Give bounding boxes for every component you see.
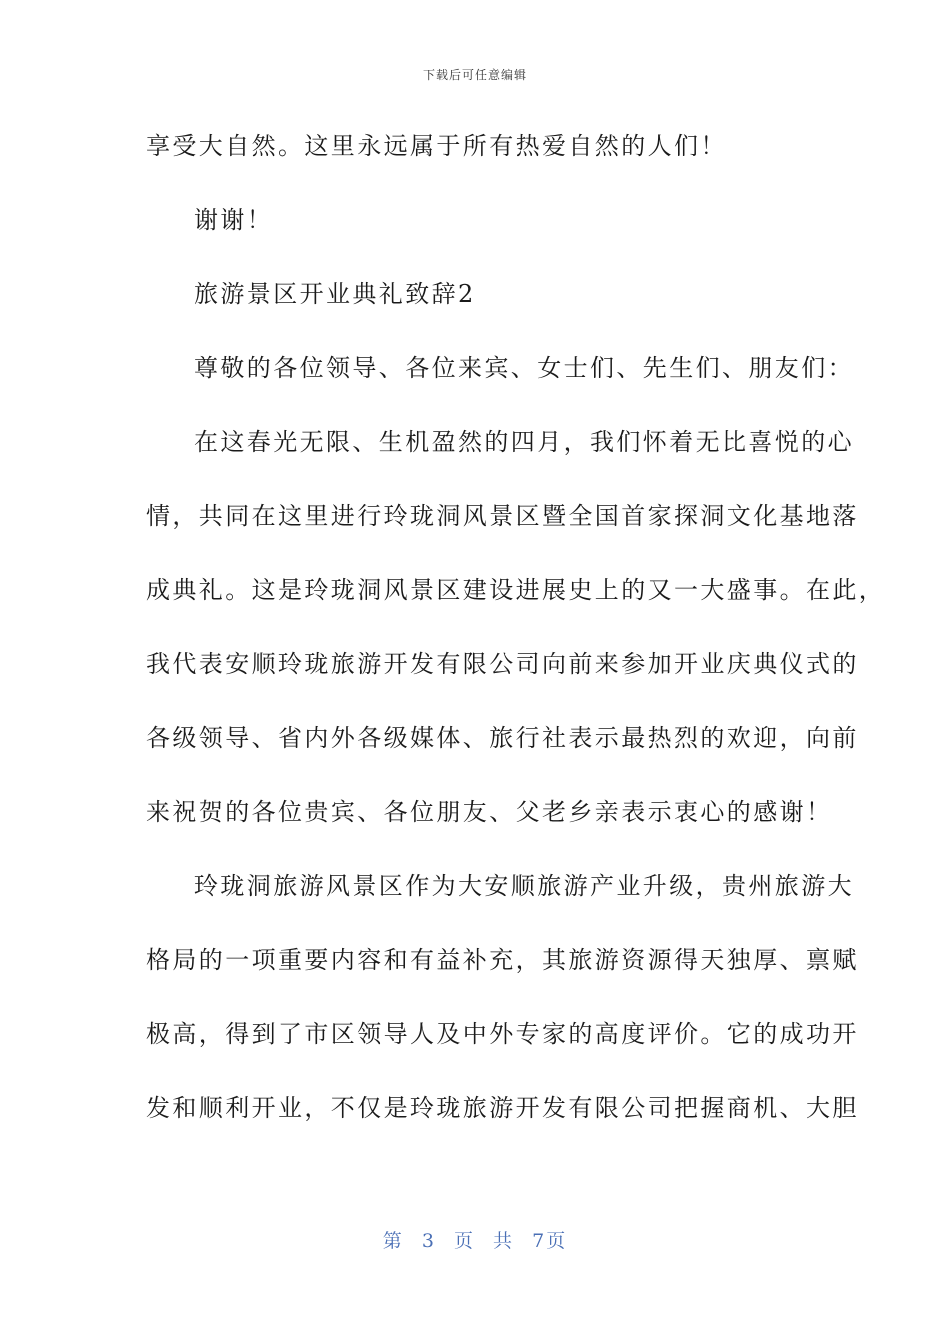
page-number-footer [0, 1226, 950, 1253]
footer-di: 第 [382, 1230, 404, 1252]
text-line: 成典礼。这是玲珑洞风景区建设进展史上的又一大盛事。在此， [146, 576, 886, 604]
text-line: 在这春光无限、生机盈然的四月，我们怀着无比喜悦的心 [194, 428, 854, 456]
text-line: 我代表安顺玲珑旅游开发有限公司向前来参加开业庆典仪式的 [146, 650, 859, 678]
document-body [146, 128, 886, 1164]
footer-total-pages: 7页 [532, 1230, 568, 1252]
page-header-note: 下载后可任意编辑 [422, 68, 527, 82]
footer-gong: 共 [493, 1230, 515, 1252]
text-line: 极高，得到了市区领导人及中外专家的高度评价。它的成功开 [146, 1020, 859, 1048]
text-line: 享受大自然。这里永远属于所有热爱自然的人们！ [146, 132, 727, 160]
text-line: 格局的一项重要内容和有益补充，其旅游资源得天独厚、禀赋 [146, 946, 859, 974]
salutation: 尊敬的各位领导、各位来宾、女士们、先生们、朋友们： [194, 354, 854, 382]
text-line: 来祝贺的各位贵宾、各位朋友、父老乡亲表示衷心的感谢！ [146, 798, 833, 826]
text-line: 发和顺利开业，不仅是玲珑旅游开发有限公司把握商机、大胆 [146, 1094, 859, 1122]
text-line: 谢谢！ [194, 206, 274, 234]
text-line: 各级领导、省内外各级媒体、旅行社表示最热烈的欢迎，向前 [146, 724, 859, 752]
section-title: 旅游景区开业典礼致辞2 [194, 280, 476, 308]
footer-current-page: 3 [421, 1230, 436, 1252]
footer-ye: 页 [453, 1230, 475, 1252]
text-line: 情，共同在这里进行玲珑洞风景区暨全国首家探洞文化基地落 [146, 502, 859, 530]
text-line: 玲珑洞旅游风景区作为大安顺旅游产业升级，贵州旅游大 [194, 872, 854, 900]
